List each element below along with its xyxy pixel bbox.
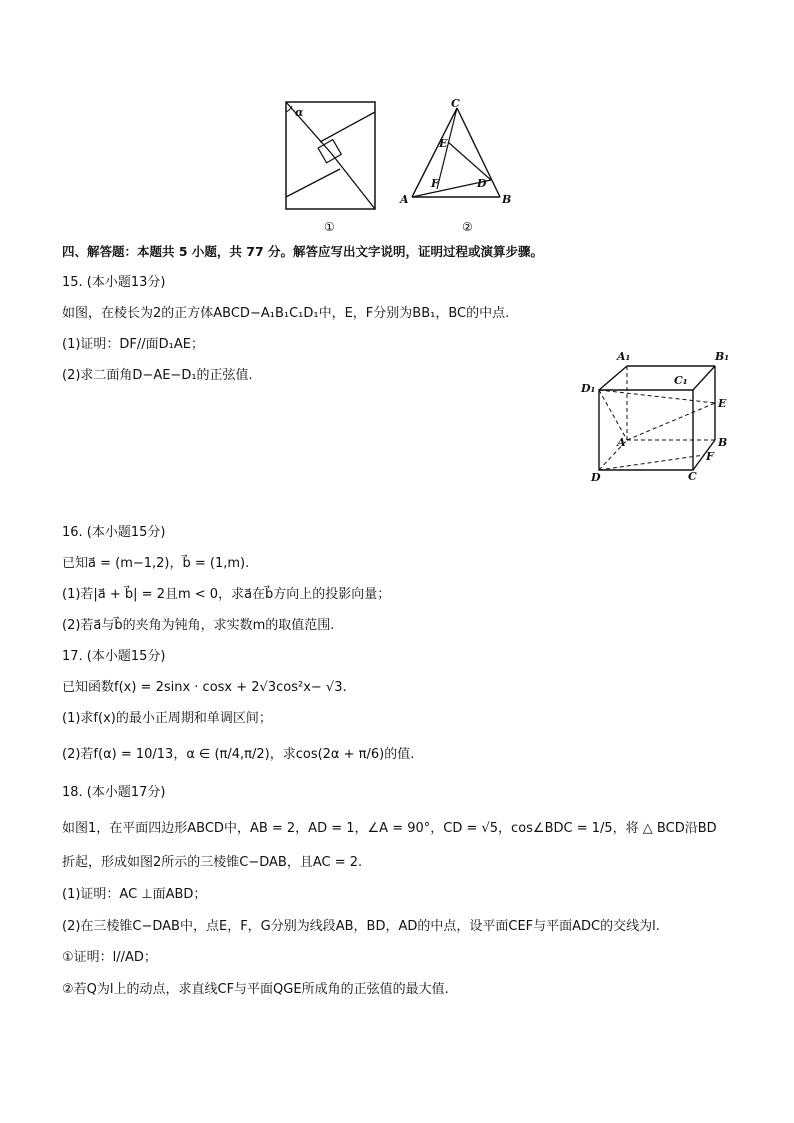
q18-header: 18. (本小题17分) <box>62 785 166 800</box>
figure-2 <box>396 96 518 236</box>
section-4-title: 四、解答题：本题共 5 小题，共 77 分。解答应写出文字说明，证明过程或演算步骤。 <box>62 244 544 259</box>
q18-part2: (2)在三棱锥C−DAB中，点E，F，G分别为线段AB，BD，AD的中点，设平面CEF与平面ADC的交线为l. <box>62 919 660 934</box>
cube-figure <box>577 348 737 488</box>
diag-line-2 <box>320 112 375 142</box>
edge-D1A-hidden <box>599 390 627 440</box>
edge-D1E-hidden <box>599 390 715 403</box>
cube-label-A1: A₁ <box>617 350 631 363</box>
figure-2-svg <box>396 96 518 236</box>
edge-AE-hidden <box>627 403 715 440</box>
q17-stem: 已知函数f(x) = 2sinx · cosx + 2√3cos²x− √3. <box>62 680 347 695</box>
q16-stem: 已知a⃗ = (m−1,2)，b⃗ = (1,m). <box>62 556 250 571</box>
q18-part2b: ②若Q为l上的动点，求直线CF与平面QGE所成角的正弦值的最大值. <box>62 982 449 997</box>
label-F: F <box>431 177 439 190</box>
cube-label-F: F <box>706 450 714 463</box>
q18-part2a: ①证明：l//AD； <box>62 950 157 965</box>
label-E: E <box>439 137 448 150</box>
q16-part2: (2)若a⃗与b⃗的夹角为钝角，求实数m的取值范围. <box>62 618 335 633</box>
cube-figure-svg <box>577 348 737 488</box>
q18-part1: (1)证明：AC ⊥面ABD； <box>62 887 207 902</box>
q16-part1: (1)若|a⃗ + b⃗| = 2且m < 0，求a⃗在b⃗方向上的投影向量； <box>62 587 391 602</box>
edge-C1B1 <box>693 366 715 390</box>
cube-label-C: C <box>688 470 697 483</box>
edge-ED <box>448 142 491 180</box>
cube-label-E: E <box>718 397 727 410</box>
q15-part1: (1)证明：DF//面D₁AE； <box>62 337 204 352</box>
diag-line-3 <box>331 153 375 209</box>
cube-label-B1: B₁ <box>715 350 730 363</box>
cube-label-D: D <box>591 471 601 484</box>
label-B: B <box>502 193 512 206</box>
q16-header: 16. (本小题15分) <box>62 525 166 540</box>
angle-arc <box>286 106 292 112</box>
front-face <box>599 390 693 470</box>
q18-stem-1: 如图1，在平面四边形ABCD中，AB = 2，AD = 1，∠A = 90°，CD = √5，cos∠BDC = 1/5，将 △ BCD沿BD <box>62 821 717 836</box>
figure-2-number: ② <box>462 220 473 234</box>
q15-stem: 如图，在棱长为2的正方体ABCD−A₁B₁C₁D₁中，E，F分别为BB₁，BC的中点. <box>62 306 510 321</box>
edge-DF-hidden <box>599 455 704 470</box>
figure-1-svg <box>280 96 385 236</box>
q18-stem-2: 折起，形成如图2所示的三棱锥C−DAB，且AC = 2. <box>62 855 363 870</box>
figure-1-number: ① <box>324 220 335 234</box>
q17-part2: (2)若f(α) = 10/13，α ∈ (π/4,π/2)，求cos(2α + π/6)的值. <box>62 747 415 762</box>
edge-D1A1 <box>599 366 627 390</box>
label-A: A <box>400 193 409 206</box>
diag-line-4 <box>286 169 340 197</box>
cube-label-D1: D₁ <box>581 382 596 395</box>
q17-part1: (1)求f(x)的最小正周期和单调区间； <box>62 711 272 726</box>
label-D: D <box>477 177 487 190</box>
figure-1 <box>280 96 385 236</box>
cube-label-A: A <box>617 436 626 449</box>
q17-header: 17. (本小题15分) <box>62 649 166 664</box>
alpha-label: α <box>295 106 304 119</box>
label-C: C <box>451 97 460 110</box>
diag-line-1 <box>286 102 331 153</box>
cube-label-C1: C₁ <box>674 374 688 387</box>
q15-part2: (2)求二面角D−AE−D₁的正弦值. <box>62 368 253 383</box>
cube-label-B: B <box>718 436 728 449</box>
q15-header: 15. (本小题13分) <box>62 275 166 290</box>
